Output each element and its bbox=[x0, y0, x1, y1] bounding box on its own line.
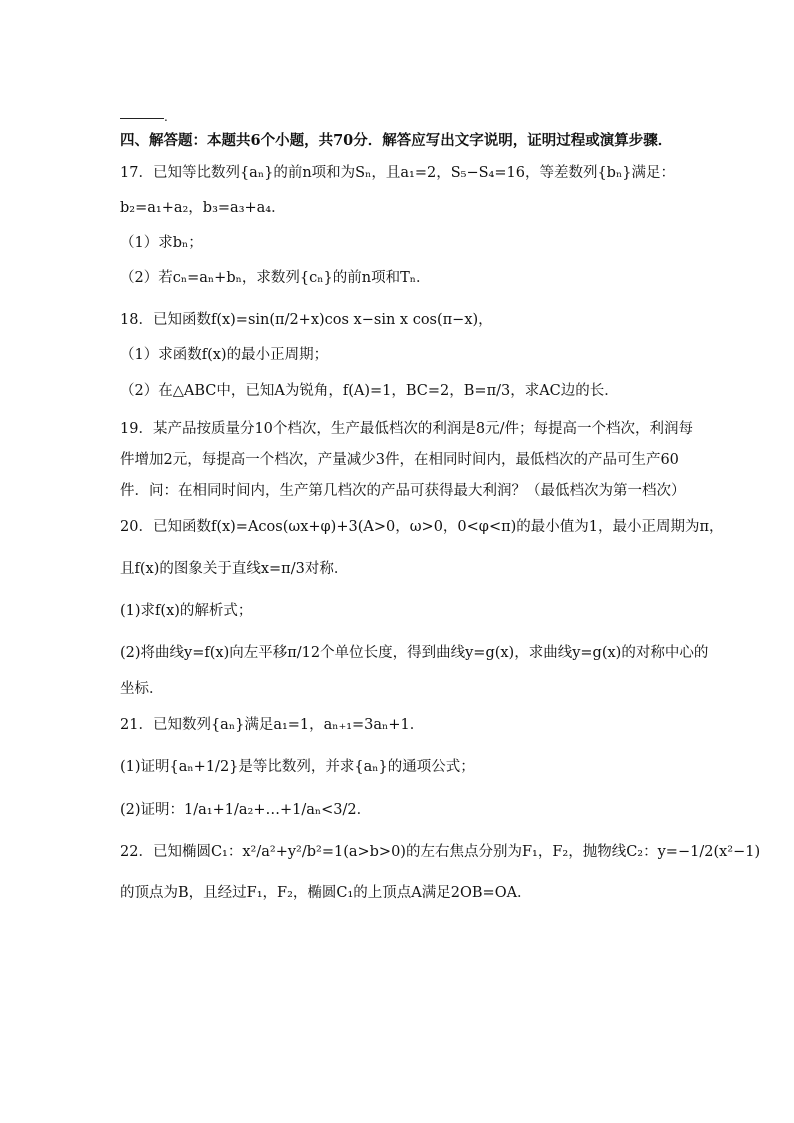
problem-17-condition: b₂=a₁+a₂，b₃=a₃+a₄． bbox=[120, 200, 286, 216]
problem-17-part-2: （2）若cₙ=aₙ+bₙ，求数列{cₙ}的前n项和Tₙ． bbox=[120, 270, 431, 286]
problem-19-number: 19． bbox=[120, 421, 153, 437]
problem-20-part-2-cont: 坐标． bbox=[120, 681, 164, 697]
problem-21-number: 21． bbox=[120, 717, 153, 733]
problem-20-part-2: (2)将曲线y=f(x)向左平移π/12个单位长度，得到曲线y=g(x)，求曲线y=g(x)的对称中心的 bbox=[120, 645, 709, 661]
answer-blank-line bbox=[120, 118, 164, 119]
problem-22-number: 22． bbox=[120, 844, 153, 860]
problem-19-stem bbox=[120, 420, 693, 440]
problem-17-number: 17． bbox=[120, 165, 153, 181]
problem-20-line-1: 已知函数f(x)=Acos(ωx+φ)+3(A>0，ω>0，0<φ<π)的最小值为1，最小正周期为π， bbox=[152, 519, 724, 535]
problem-21-part-2: (2)证明：1/a₁+1/a₂+…+1/aₙ<3/2． bbox=[120, 802, 372, 818]
problem-20-line-2: 且f(x)的图象关于直线x=π/3对称． bbox=[120, 561, 349, 577]
problem-18-part-2: （2）在△ABC中，已知A为锐角，f(A)=1，BC=2，B=π/3，求AC边的长． bbox=[120, 383, 619, 399]
problem-20-number: 20． bbox=[120, 519, 153, 535]
problem-17-line-1: 已知等比数列{aₙ}的前n项和为Sₙ，且a₁=2，S₅−S₄=16，等差数列{bₙ}满足： bbox=[152, 165, 675, 181]
problem-18-number: 18． bbox=[120, 312, 153, 328]
problem-18-stem bbox=[120, 311, 493, 331]
problem-22-line-1: 已知椭圆C₁：x²/a²+y²/b²=1(a>b>0)的左右焦点分别为F₁，F₂，抛物线C₂：y=−1/2(x²−1) bbox=[152, 844, 761, 860]
problem-19-line-2: 件增加2元，每提高一个档次，产量减少3件，在相同时间内，最低档次的产品可生产60 bbox=[120, 452, 679, 468]
problem-21-part-1: (1)证明{aₙ+1/2}是等比数列，并求{aₙ}的通项公式； bbox=[120, 759, 475, 775]
problem-17-stem bbox=[120, 164, 675, 184]
problem-21-line-1: 已知数列{aₙ}满足a₁=1，aₙ₊₁=3aₙ+1． bbox=[152, 717, 425, 733]
problem-17-part-1: （1）求bₙ； bbox=[120, 235, 203, 251]
problem-18-line-1: 已知函数f(x)=sin(π/2+x)cos x−sin x cos(π−x)， bbox=[152, 312, 493, 328]
problem-22-stem bbox=[120, 843, 760, 863]
problem-21-stem bbox=[120, 716, 424, 736]
problem-18-part-1: （1）求函数f(x)的最小正周期； bbox=[120, 347, 329, 363]
problem-19-line-3: 件．问：在相同时间内，生产第几档次的产品可获得最大利润？（最低档次为第一档次） bbox=[120, 483, 686, 499]
problem-22-line-2: 的顶点为B，且经过F₁，F₂，椭圆C₁的上顶点A满足2OB=OA． bbox=[120, 885, 532, 901]
problem-19-line-1: 某产品按质量分10个档次，生产最低档次的利润是8元/件；每提高一个档次，利润每 bbox=[152, 421, 694, 437]
blank-period: . bbox=[164, 110, 168, 124]
problem-20-part-1: (1)求f(x)的解析式； bbox=[120, 603, 253, 619]
problem-20-stem bbox=[120, 518, 724, 538]
section-header: 四、解答题：本题共6个小题，共70分．解答应写出文字说明，证明过程或演算步骤． bbox=[120, 132, 673, 149]
